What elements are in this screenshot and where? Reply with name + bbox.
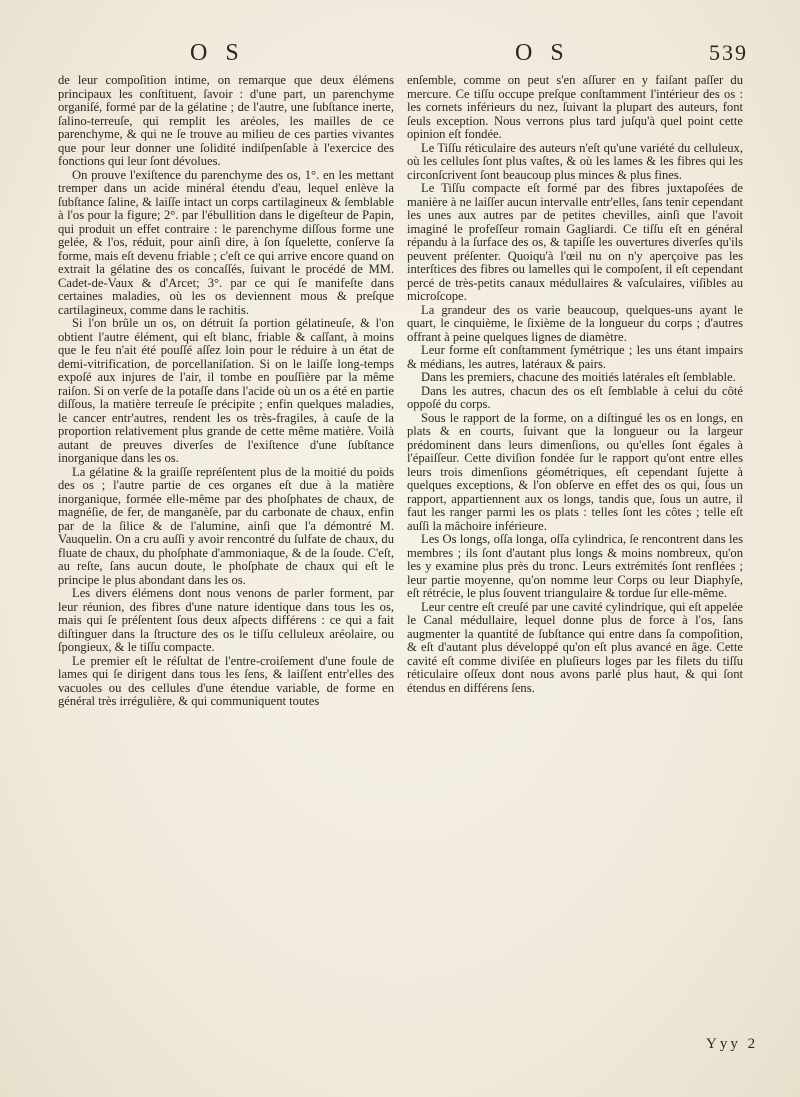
signature-mark: Yyy 2 xyxy=(706,1036,759,1052)
paragraph: On prouve l'exiſtence du parenchyme des os, 1°. en les mettant tremper dans un acide minéral étendu d'eau, lequel enlève la ſubſtance ſaline, & laiſſe intact un corps cartilagineux & ſemblable à l'os pour la figure; 2°. par l'ébullition dans le digeſteur de Papin, qui produit un effet contraire : le parenchyme diſſous forme une gelée, & l'os, réduit, pour ainſi dire, à ſon ſquelette, conſerve ſa forme, mais eſt devenu friable ; c'eſt ce qui arrive encore quand on extrait la gélatine des os concaſſés, ſuivant le procédé de MM. Cadet-de-Vaux & d'Arcet; 3°. par ce qui ſe manifeſte dans certaines maladies, où les os deviennent mous & preſque cartilagineux, comme dans le rachitis. xyxy=(58,167,394,317)
running-header xyxy=(60,40,750,72)
paragraph: Dans les premiers, chacune des moitiés latérales eſt ſemblable. xyxy=(421,370,736,384)
header-left-title: O S xyxy=(190,40,245,66)
paragraph: enſemble, comme on peut s'en aſſurer en y faiſant paſſer du mercure. Ce tiſſu occupe preſque conſtamment l'intérieur des os : les cornets inférieurs du nez, ſuivant la plupart des auteurs, font ſeuls exception. Nous verrons plus tard juſqu'à quel point cette opinion eſt fondée. xyxy=(407,74,743,141)
paragraph: La grandeur des os varie beaucoup, quelques-uns ayant le quart, le cinquième, le ſixième de la longueur du corps ; d'autres offrant à peine quelques lignes de diamètre. xyxy=(407,302,743,344)
paragraph: Les divers élémens dont nous venons de parler forment, par leur réunion, des fibres d'une nature identique dans tous les os, mais qui ſe préſentent ſous deux aſpects différens : ce qui a fait diſtinguer dans la ſtructure des os le tiſſu celluleux aréolaire, ou ſpongieux, & le tiſſu compacte. xyxy=(58,586,394,654)
paragraph: Sous le rapport de la forme, on a diſtingué les os en longs, en plats & en courts, ſuivant que la longueur ou la largeur prédominent dans leurs dimenſions, ou qu'elles ſont égales à l'épaiſſeur. Cette diviſion fondée ſur le rapport qu'ont entre elles leurs trois dimenſions géométriques, eſt cependant ſujette à quelques exceptions, & l'on obſerve en effet des os qui, ſous un rapport, appartiennent aux os longs, tandis que, ſous un autre, il faut les ranger parmi les os plats : telles ſont les côtes ; telle eſt auſſi la mâchoire inférieure. xyxy=(407,410,743,533)
paragraph: de leur compoſition intime, on remarque que deux élémens principaux les conſtituent, ſavoir : d'une part, un parenchyme organiſé, formé par de la gélatine ; de l'autre, une ſubſtance inerte, ſalino-terreuſe, qui remplit les aréoles, les mailles de ce parenchyme, & qui ne ſe trouve au milieu de ces parties vivantes que pour leur donner une ſolidité indiſpenſable à l'exercice des fonctions qui leur ſont dévolues. xyxy=(58,74,394,168)
right-column xyxy=(407,74,743,1074)
paragraph: La gélatine & la graiſſe repréſentent plus de la moitié du poids des os ; l'autre partie de ces organes eſt due à la matière inorganique, formée elle-même par des phoſphates de chaux, de magnéſie, de fer, de manganèſe, par du carbonate de chaux, enfin par de la ſilice & de l'alumine, ainſi que l'a démontré M. Vauquelin. On a cru auſſi y avoir rencontré du ſulfate de chaux, du fluate de chaux, du phoſphate d'ammoniaque, & de la ſoude. C'eſt, au reſte, ſans aucun doute, le phoſphate de chaux qui eſt le principe le plus abondant dans les os. xyxy=(58,464,394,587)
page-number: 539 xyxy=(709,40,748,65)
paragraph: Les Os longs, oſſa longa, oſſa cylindrica, ſe rencontrent dans les membres ; ils ſont d'autant plus longs & moins nombreux, qu'on les y examine plus près du tronc. Leurs extrémités ſont renflées ; leur partie moyenne, qu'on nomme leur Corps ou leur Diaphyſe, eſt rétrécie, le plus ſouvent triangulaire & tordue ſur elle-même. xyxy=(407,532,743,600)
paragraph: Si l'on brûle un os, on détruit ſa portion gélatineuſe, & l'on obtient l'autre élément, qui eſt blanc, friable & caſſant, à moins que le feu n'ait été pouſſé aſſez loin pour le réduire à un état de demi-vitrification, de porcellaniſation. Si on le laiſſe long-temps expoſé aux injures de l'air, il tombe en pouſſière par la même raiſon. Si on verſe de la potaſſe dans l'acide où un os a été en partie diſſous, la matière terreuſe ſe précipite ; enfin quelques maladies, le cancer entr'autres, rendent les os très-fragiles, à cauſe de la proportion relativement plus grande de cette même matière. Voilà autant de preuves diverſes de l'exiſtence d'une ſubſtance inorganique dans les os. xyxy=(58,316,394,465)
paragraph: Dans les autres, chacun des os eſt ſemblable à celui du côté oppoſé du corps. xyxy=(407,383,743,411)
paragraph: Leur forme eſt conſtamment ſymétrique ; les uns étant impairs & médians, les autres, latéraux & pairs. xyxy=(407,343,743,371)
paragraph: Le Tiſſu réticulaire des auteurs n'eſt qu'une variété du celluleux, où les cellules ſont plus vaſtes, & où les lames & les fibres qui les circonſcrivent ſont beaucoup plus minces & plus fines. xyxy=(407,140,743,182)
paragraph: Le Tiſſu compacte eſt formé par des fibres juxtapoſées de manière à ne laiſſer aucun intervalle entr'elles, ſans tenir cependant les unes aux autres par de petites chevilles, ainſi que l'avoit imaginé le profeſſeur romain Gagliardi. Ce tiſſu eſt en général répandu à la ſurface des os, & tapiſſe les ouvertures diverſes qu'ils peuvent préſenter. Quoiqu'à l'œil nu on n'y aperçoive pas les interſtices des fibres ou lamelles qui le compoſent, il eſt cependant percé de très-petits canaux médullaires & vaſculaires, viſibles au microſcope. xyxy=(407,181,743,303)
paragraph: Leur centre eſt creuſé par une cavité cylindrique, qui eſt appelée le Canal médullaire, lequel donne plus de force à l'os, ſans augmenter la quantité de ſubſtance qui entre dans ſa compoſition, & eſt d'autant plus développé qu'on eſt plus avancé en âge. Cette cavité eſt comme diviſée en pluſieurs loges par les filets du tiſſu réticulaire oſſeux dont nous avons parlé plus haut, & qui ſont étendus en différens ſens. xyxy=(407,599,743,695)
header-right-title: O S xyxy=(515,40,570,66)
left-column xyxy=(58,74,394,1074)
paragraph: Le premier eſt le réſultat de l'entre-croiſement d'une foule de lames qui ſe dirigent dans tous les ſens, & laiſſent entr'elles des vacuoles ou des cellules d'une étendue variable, de forme en général très irrégulière, & qui communiquent toutes xyxy=(58,653,394,708)
